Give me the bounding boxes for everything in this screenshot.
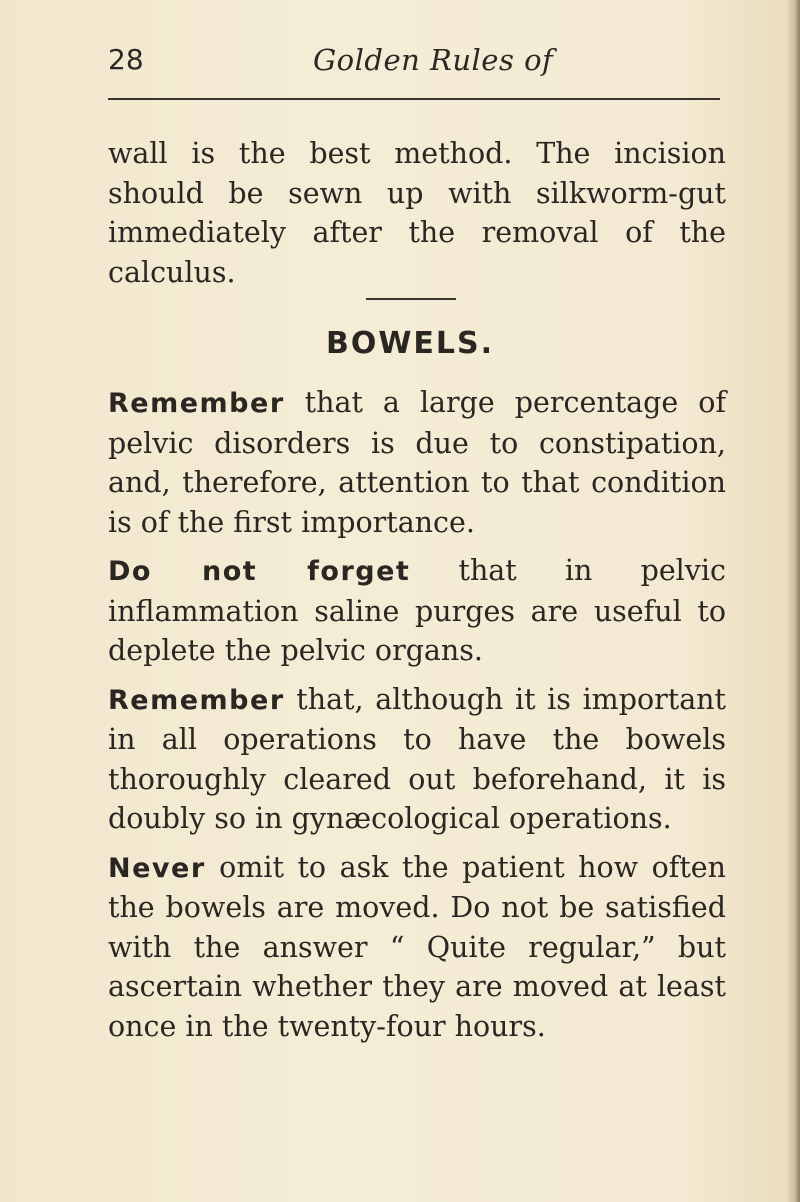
rule-paragraph [108, 680, 726, 839]
rule-lead: Remember [108, 388, 285, 419]
rule-paragraph [108, 383, 726, 542]
running-head: Golden Rules of [313, 43, 554, 77]
continuation-text: wall is the best method. The incision should be sewn up with silkworm-gut immediately after the removal of the calculus. [108, 137, 726, 289]
page-edge-shadow [786, 0, 800, 1202]
rule-text: that in pelvic inflammation saline purges are useful to deplete the pelvic organs. [108, 554, 726, 667]
rule-lead: Remember [108, 684, 285, 716]
rule-text: that a large percentage of pelvic disorders is due to constipation, and, therefore, attention to that condition is of the first importance. [108, 386, 726, 539]
continuation-paragraph [108, 134, 726, 301]
header-rule [108, 98, 720, 100]
page-header [108, 40, 720, 84]
rule-lead: Do not forget [108, 556, 411, 587]
section-body [108, 383, 726, 1055]
section-divider [366, 298, 456, 300]
rule-text: omit to ask the patient how often the bowels are moved. Do not be satisfied with the answer “ Quite regular,” but ascertain whether they are moved at least once in the twenty-four hours. [108, 850, 726, 1043]
page-number: 28 [108, 43, 144, 76]
rule-paragraph [108, 848, 726, 1047]
rule-text: that, although it is important in all operations to have the bowels thoroughly cleared out beforehand, it is doubly so in gynæcological operations. [108, 682, 726, 835]
rule-paragraph [108, 551, 726, 671]
rule-lead: Never [108, 852, 206, 884]
section-title: BOWELS. [325, 326, 495, 361]
